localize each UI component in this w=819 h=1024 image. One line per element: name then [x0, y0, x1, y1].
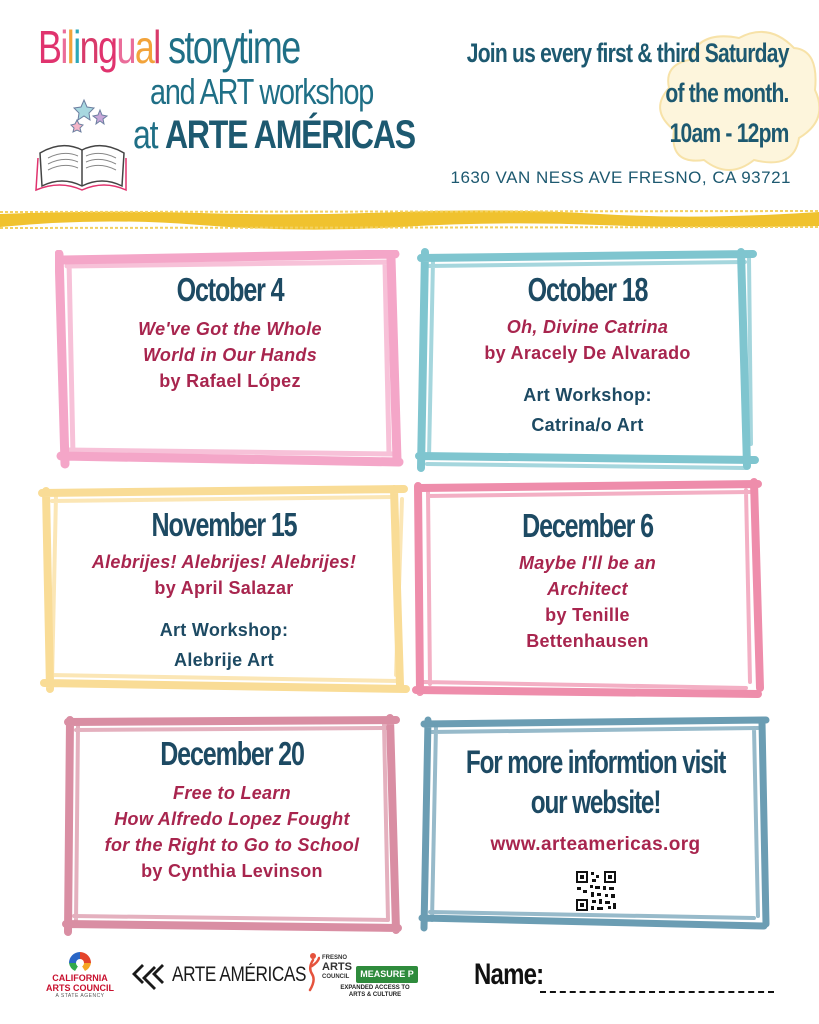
- title-storytime: storytime: [159, 21, 300, 73]
- event-workshop: Art Workshop: Alebrije Art: [159, 620, 289, 670]
- schedule-line-2: of the month.: [665, 78, 789, 108]
- event-book-title: Alebrijes! Alebrijes! Alebrijes!: [91, 552, 357, 572]
- event-date: December 20: [160, 735, 304, 772]
- stripe-divider: [0, 206, 819, 232]
- title-letter: l: [153, 21, 160, 73]
- schedule-time: 10am - 12pm: [669, 118, 789, 148]
- title-letter: g: [98, 21, 117, 73]
- title-line-2: and ART workshop: [150, 71, 374, 112]
- event-card-december-20: [62, 714, 402, 939]
- qr-code-icon[interactable]: [575, 870, 617, 912]
- dancer-figure-icon: [306, 952, 320, 992]
- name-input-line[interactable]: [540, 991, 774, 993]
- california-arts-council-logo: [44, 950, 116, 999]
- event-card-october-4: [55, 250, 405, 470]
- event-date: October 4: [176, 271, 284, 308]
- website-info-card: [418, 716, 773, 934]
- event-workshop: Art Workshop: Catrina/o Art: [523, 385, 652, 435]
- title-letter: l: [66, 21, 74, 73]
- page-title: [38, 21, 415, 157]
- event-card-october-18: [415, 248, 760, 473]
- arte-americas-mark-icon: [130, 960, 166, 990]
- schedule-line-1: Join us every first & third Saturday: [467, 38, 789, 68]
- event-card-december-6: [410, 478, 765, 703]
- title-letter: i: [60, 21, 67, 73]
- title-letter: B: [38, 21, 61, 73]
- website-link[interactable]: www.arteamericas.org: [490, 834, 701, 855]
- address: 1630 VAN NESS AVE FRESNO, CA 93721: [450, 168, 791, 187]
- name-label: Name:: [474, 958, 544, 991]
- measure-p-badge: MEASURE P: [356, 966, 418, 983]
- cac-subtitle: A STATE AGENCY: [55, 993, 105, 999]
- schedule-info: [376, 33, 789, 153]
- fac-council: COUNCIL: [322, 974, 350, 980]
- event-author: by Rafael López: [159, 371, 301, 391]
- title-letter: u: [116, 21, 135, 73]
- arte-americas-name: ARTE AMÉRICAS: [172, 963, 307, 986]
- event-card-november-15: [38, 485, 410, 695]
- stars-icon: [71, 100, 107, 132]
- title-letter: n: [79, 21, 99, 73]
- title-letter: a: [134, 21, 154, 73]
- fresno-arts-council-logo: [306, 952, 431, 1008]
- fac-arts: ARTS: [322, 961, 352, 973]
- fac-fresno: FRESNO: [322, 955, 348, 961]
- arts-council-emblem-icon: [67, 950, 93, 972]
- event-author: by Tenille Bettenhausen: [526, 605, 649, 651]
- cac-name-1: CALIFORNIA: [52, 973, 108, 983]
- title-letter: i: [73, 21, 80, 73]
- event-author: by April Salazar: [154, 578, 294, 598]
- title-line-1: [38, 21, 300, 73]
- arte-americas-title: ARTE AMÉRICAS: [164, 113, 415, 157]
- event-book-title: Oh, Divine Catrina: [506, 317, 669, 337]
- title-line-3: at ARTE AMÉRICAS: [133, 113, 415, 157]
- cac-name-2: ARTS COUNCIL: [46, 983, 114, 993]
- event-author: by Aracely De Alvarado: [484, 343, 691, 363]
- event-date: November 15: [151, 506, 297, 543]
- event-book-title: Free to Learn How Alfredo Lopez Fought for the Right to Go to School: [104, 783, 360, 855]
- event-book-title: We've Got the Whole World in Our Hands: [138, 319, 322, 365]
- open-book-icon: [32, 98, 127, 193]
- event-date: December 6: [522, 507, 653, 544]
- event-author: by Cynthia Levinson: [141, 861, 323, 881]
- event-date: October 18: [527, 271, 648, 308]
- more-info-heading: For more informtion visit our website!: [465, 744, 726, 820]
- arte-americas-logo: [130, 960, 336, 990]
- event-book-title: Maybe I'll be an Architect: [518, 553, 657, 599]
- fac-subtitle: EXPANDED ACCESS TO ARTS & CULTURE: [340, 985, 410, 998]
